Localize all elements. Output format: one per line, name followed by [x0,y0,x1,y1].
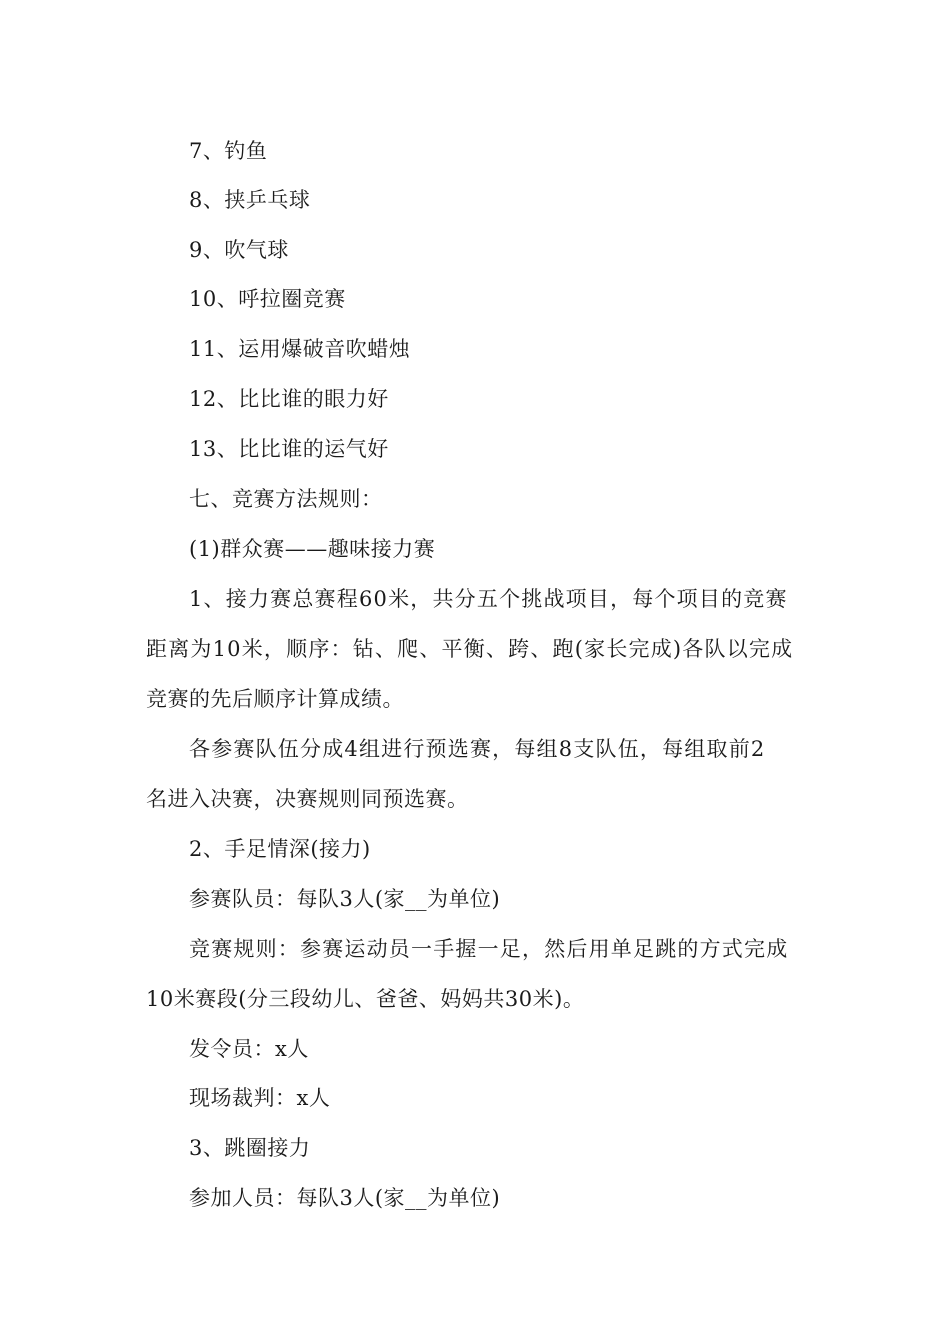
list-item-hula-hoop: 10、呼拉圈竞赛 [189,287,346,311]
participants-text: 参加人员：每队3人(家__为单位) [189,1186,501,1210]
list-item-ping-pong: 8、挟乒乓球 [189,188,311,212]
relay-paragraph-line: 距离为10米，顺序：钻、爬、平衡、跨、跑(家长完成)各队以完成 [146,637,794,661]
section-heading: 七、竞赛方法规则： [189,487,383,511]
event-title: 3、跳圈接力 [189,1136,311,1160]
relay-paragraph-line: 1、接力赛总赛程60米，共分五个挑战项目，每个项目的竞赛 [189,587,788,611]
starter-text: 发令员：x人 [189,1037,309,1061]
subsection-heading: (1)群众赛——趣味接力赛 [189,537,436,561]
participants-text: 参赛队员：每队3人(家__为单位) [189,887,501,911]
preliminary-paragraph-line: 名进入决赛，决赛规则同预选赛。 [146,787,469,811]
rules-paragraph-line: 10米赛段(分三段幼儿、爸爸、妈妈共30米)。 [146,987,585,1011]
event-title: 2、手足情深(接力) [189,837,371,861]
preliminary-paragraph-line: 各参赛队伍分成4组进行预选赛，每组8支队伍，每组取前2 [189,737,766,761]
relay-paragraph-line: 竞赛的先后顺序计算成绩。 [146,687,404,711]
referee-text: 现场裁判：x人 [189,1086,331,1110]
list-item-candle: 11、运用爆破音吹蜡烛 [189,337,411,361]
list-item-luck: 13、比比谁的运气好 [189,437,389,461]
list-item-fishing: 7、钓鱼 [189,139,268,163]
rules-paragraph-line: 竞赛规则：参赛运动员一手握一足，然后用单足跳的方式完成 [189,937,789,961]
list-item-balloon: 9、吹气球 [189,238,289,262]
list-item-eyesight: 12、比比谁的眼力好 [189,387,389,411]
